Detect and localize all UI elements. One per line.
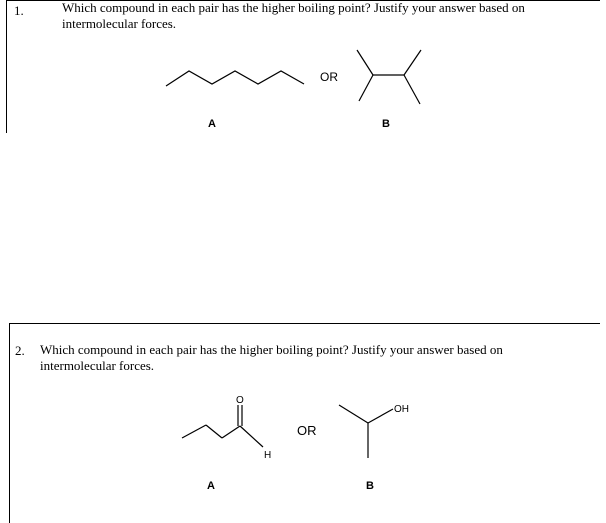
q2-question-text: Which compound in each pair has the higher boiling point? Justify your answer based on intermolecular forces. bbox=[40, 342, 503, 373]
q1-question-text: Which compound in each pair has the higher boiling point? Justify your answer based on intermolecular forces. bbox=[62, 0, 525, 31]
q2-compound-a-label: A bbox=[207, 480, 215, 492]
q2-hydrogen-atom: H bbox=[264, 450, 272, 461]
q2-or-label: OR bbox=[297, 423, 317, 438]
q2-hydroxyl-group: OH bbox=[394, 404, 409, 415]
q1-compound-a-label: A bbox=[208, 118, 216, 130]
q2-number: 2. bbox=[15, 343, 25, 358]
q1-compound-b-label: B bbox=[382, 118, 390, 130]
q1-number: 1. bbox=[14, 3, 24, 18]
q2-compound-b-label: B bbox=[366, 480, 374, 492]
q1-or-label: OR bbox=[320, 70, 338, 84]
q2-oxygen-atom: O bbox=[236, 395, 244, 406]
